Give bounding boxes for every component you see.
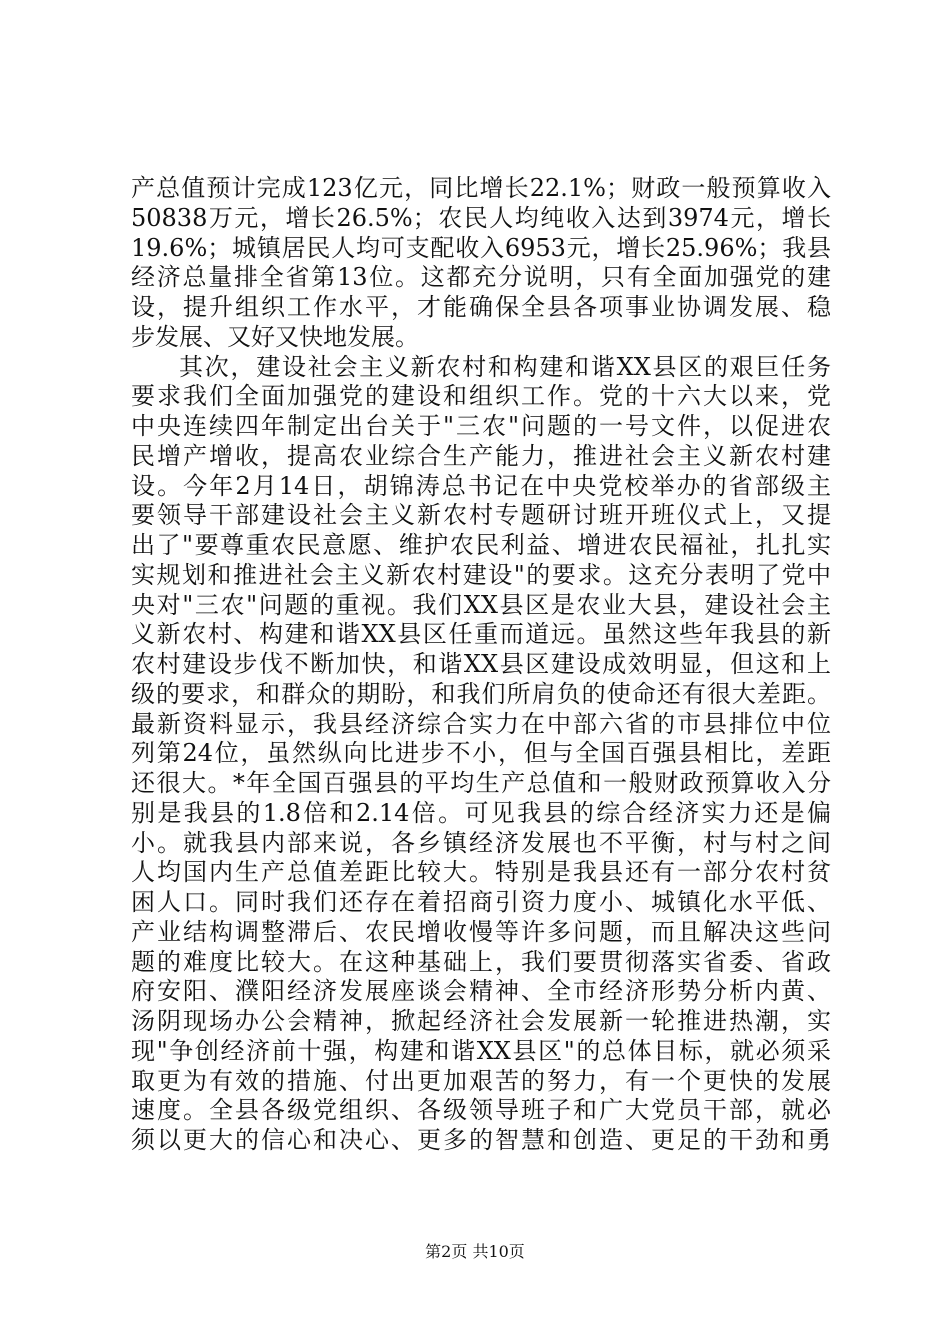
text-line: 须以更大的信心和决心、更多的智慧和创造、更足的干劲和勇	[131, 1126, 831, 1154]
text-line: 实规划和推进社会主义新农村建设"的要求。这充分表明了党中	[131, 560, 831, 589]
text-line: 经济总量排全省第13位。这都充分说明，只有全面加强党的建	[131, 263, 831, 292]
text-line: 最新资料显示，我县经济综合实力在中部六省的市县排位中位	[131, 709, 831, 738]
text-line: 题的难度比较大。在这种基础上，我们要贯彻落实省委、省政	[131, 947, 831, 976]
text-line: 级的要求，和群众的期盼，和我们所肩负的使命还有很大差距。	[131, 679, 831, 708]
document-body	[131, 174, 831, 1156]
text-line: 还很大。*年全国百强县的平均生产总值和一般财政预算收入分	[131, 769, 831, 797]
text-line: 出了"要尊重农民意愿、维护农民利益、增进农民福祉，扎扎实	[131, 531, 831, 559]
text-line: 取更为有效的措施、付出更加艰苦的努力，有一个更快的发展	[131, 1066, 831, 1095]
text-line: 速度。全县各级党组织、各级领导班子和广大党员干部，就必	[131, 1096, 831, 1125]
paragraph-start-line: 其次，建设社会主义新农村和构建和谐XX县区的艰巨任务	[179, 352, 831, 381]
text-line: 困人口。同时我们还存在着招商引资力度小、城镇化水平低、	[131, 888, 831, 916]
text-line: 央对"三农"问题的重视。我们XX县区是农业大县，建设社会主	[131, 590, 831, 619]
text-line: 列第24位，虽然纵向比进步不小，但与全国百强县相比，差距	[131, 739, 831, 768]
text-line: 要求我们全面加强党的建设和组织工作。党的十六大以来，党	[131, 382, 831, 411]
text-line: 19.6%；城镇居民人均可支配收入6953元，增长25.96%；我县	[131, 233, 831, 262]
text-line: 小。就我县内部来说，各乡镇经济发展也不平衡，村与村之间	[131, 828, 831, 857]
text-line: 中央连续四年制定出台关于"三农"问题的一号文件，以促进农	[131, 412, 831, 440]
text-line: 人均国内生产总值差距比较大。特别是我县还有一部分农村贫	[131, 858, 831, 887]
text-line: 汤阴现场办公会精神，掀起经济社会发展新一轮推进热潮，实	[131, 1007, 831, 1035]
page-footer: 第2页 共10页	[425, 1242, 525, 1261]
text-line: 步发展、又好又快地发展。	[131, 322, 419, 351]
text-line: 农村建设步伐不断加快，和谐XX县区建设成效明显，但这和上	[131, 650, 831, 678]
text-line: 产业结构调整滞后、农民增收慢等许多问题，而且解决这些问	[131, 917, 831, 946]
text-line: 义新农村、构建和谐XX县区任重而道远。虽然这些年我县的新	[131, 620, 831, 649]
text-line: 要领导干部建设社会主义新农村专题研讨班开班仪式上，又提	[131, 501, 831, 530]
text-line: 别是我县的1.8倍和2.14倍。可见我县的综合经济实力还是偏	[131, 798, 831, 827]
text-line: 现"争创经济前十强，构建和谐XX县区"的总体目标，就必须采	[131, 1036, 831, 1065]
text-line: 府安阳、濮阳经济发展座谈会精神、全市经济形势分析内黄、	[131, 977, 831, 1006]
text-line: 民增产增收，提高农业综合生产能力，推进社会主义新农村建	[131, 441, 831, 470]
text-line: 设。今年2月14日，胡锦涛总书记在中央党校举办的省部级主	[131, 471, 831, 500]
text-line: 50838万元，增长26.5%；农民人均纯收入达到3974元，增长	[131, 203, 831, 232]
text-line: 设，提升组织工作水平，才能确保全县各项事业协调发展、稳	[131, 293, 831, 321]
text-line: 产总值预计完成123亿元，同比增长22.1%；财政一般预算收入	[131, 174, 831, 202]
